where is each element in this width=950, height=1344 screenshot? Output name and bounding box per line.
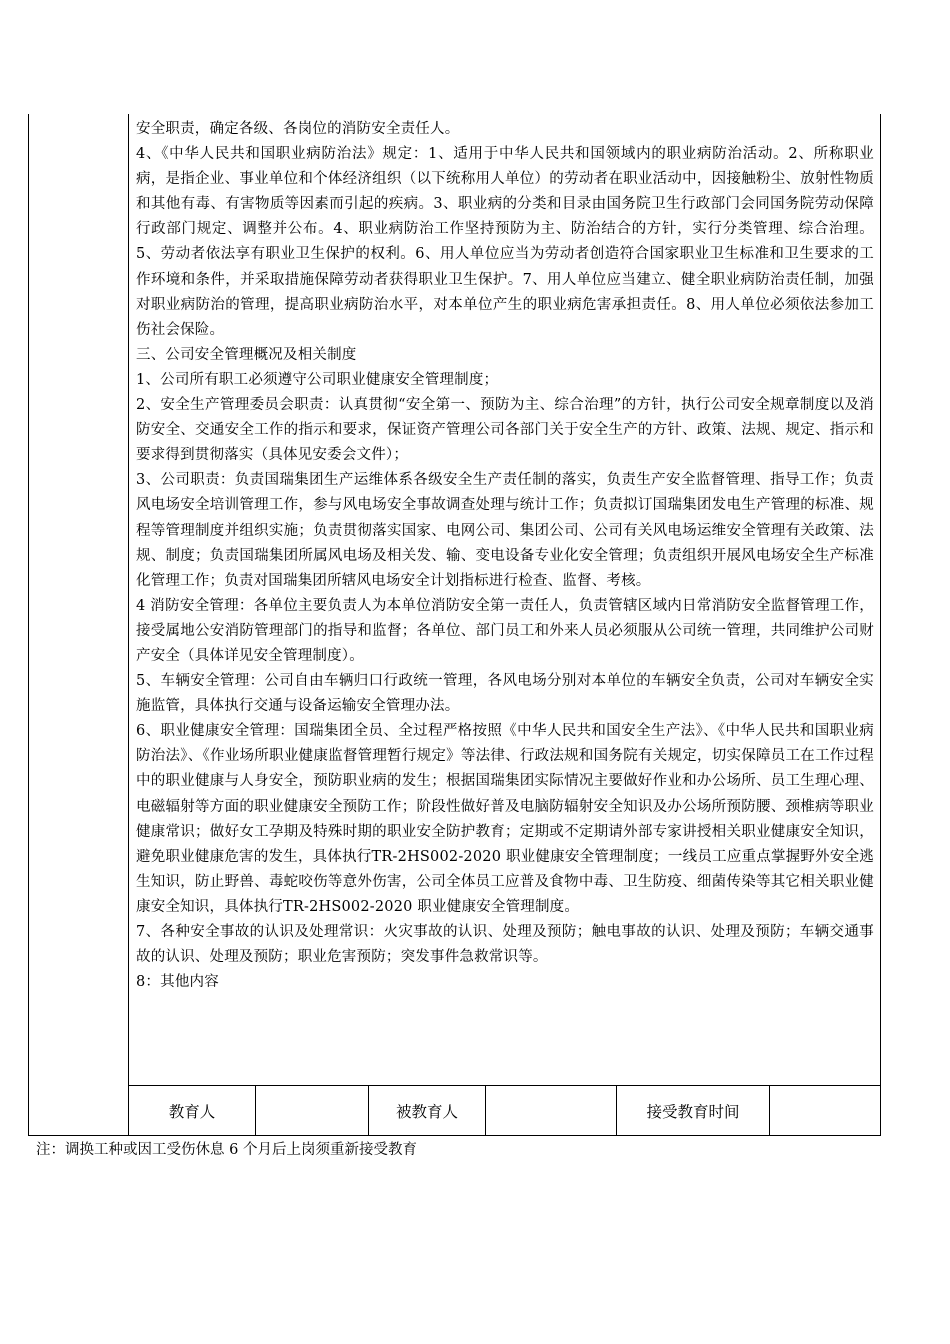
educator-label: 教育人: [129, 1086, 256, 1136]
educatee-label: 被教育人: [369, 1086, 486, 1136]
paragraph: 安全职责，确定各级、各岗位的消防安全责任人。: [136, 121, 460, 137]
education-time-label: 接受教育时间: [617, 1086, 770, 1136]
column-divider: [128, 114, 129, 1136]
paragraph: 4 消防安全管理：各单位主要负责人为本单位消防安全第一责任人，负责管辖区域内日常消防安全监督管理工作，接受属地公安消防管理部门的指导和监督；各单位、部门员工和外来人员必须服从公司统一管理，共同维护公司财产安全（具体详见安全管理制度）。: [136, 597, 874, 664]
educator-field[interactable]: [256, 1086, 369, 1136]
paragraph: 7、各种安全事故的认识及处理常识：火灾事故的认识、处理及预防；触电事故的认识、处理及预防；车辆交通事故的认识、处理及预防；职业危害预防；突发事件急救常识等。: [136, 924, 874, 966]
paragraph: 1、公司所有职工必须遵守公司职业健康安全管理制度；: [136, 371, 499, 388]
paragraph: 4、《中华人民共和国职业病防治法》规定：1、适用于中华人民共和国领域内的职业病防治活动。2、所称职业病，是指企业、事业单位和个体经济组织（以下统称用人单位）的劳动者在职业活动中，因接触粉尘、放射性物质和其他有毒、有害物质等因素而引起的疾病。3、职业病的分类和目录由国务院卫生行政部门会同国务院劳动保障行政部门规定、调整并公布。4、职业病防治工作坚持预防为主、防治结合的方针，实行分类管理、综合治理。5、劳动者依法享有职业卫生保护的权利。6、用人单位应当为劳动者创造符合国家职业卫生标准和卫生要求的工作环境和条件，并采取措施保障劳动者获得职业卫生保护。7、用人单位应当建立、健全职业病防治责任制，加强对职业病防治的管理，提高职业病防治水平，对本单位产生的职业病危害承担责任。8、用人单位必须依法参加工伤社会保险。: [136, 146, 874, 338]
footnote: 注：调换工种或因工受伤休息 6 个月后上岗须重新接受教育: [36, 1142, 417, 1158]
paragraph: 3、公司职责：负责国瑞集团生产运维体系各级安全生产责任制的落实，负责生产安全监督管理、指导工作；负责风电场安全培训管理工作，参与风电场安全事故调查处理与统计工作；负责拟订国瑞集团发电生产管理的标准、规程等管理制度并组织实施；负责贯彻落实国家、电网公司、集团公司、公司有关风电场运维安全管理有关政策、法规、制度；负责国瑞集团所属风电场及相关发、输、变电设备专业化安全管理；负责组织开展风电场安全生产标准化管理工作；负责对国瑞集团所辖风电场安全计划指标进行检查、监督、考核。: [136, 472, 874, 589]
paragraph: 6、职业健康安全管理：国瑞集团全员、全过程严格按照《中华人民共和国安全生产法》、《中华人民共和国职业病防治法》、《作业场所职业健康监督管理暂行规定》等法律、行政法规和国务院有关规定，切实保障员工在工作过程中的职业健康与人身安全，预防职业病的发生；根据国瑞集团实际情况主要做好作业和办公场所、员工生理心理、电磁辐射等方面的职业健康安全预防工作；阶段性做好普及电脑防辐射安全知识及办公场所预防腰、颈椎病等职业健康常识；做好女工孕期及特殊时期的职业安全防护教育；定期或不定期请外部专家讲授相关职业健康安全知识，避免职业健康危害的发生，具体执行TR-2HS002-2020 职业健康安全管理制度；一线员工应重点掌握野外安全逃生知识，防止野兽、毒蛇咬伤等意外伤害，公司全体员工应普及食物中毒、卫生防疫、细菌传染等其它相关职业健康安全知识，具体执行TR-2HS002-2020 职业健康安全管理制度。: [136, 723, 874, 915]
section-heading: 三、公司安全管理概况及相关制度: [136, 346, 357, 363]
education-time-field[interactable]: [770, 1086, 880, 1136]
paragraph: 2、安全生产管理委员会职责：认真贯彻“安全第一、预防为主、综合治理”的方针，执行公司安全规章制度以及消防安全、交通安全工作的指示和要求，保证资产管理公司各部门关于安全生产的方针、政策、法规、规定、指示和要求得到贯彻落实（具体见安委会文件）；: [136, 397, 874, 464]
signature-row: [129, 1085, 880, 1136]
education-content: [136, 117, 874, 995]
educatee-field[interactable]: [486, 1086, 617, 1136]
paragraph: 5、车辆安全管理：公司自由车辆归口行政统一管理，各风电场分别对本单位的车辆安全负责，公司对车辆安全实施监管，具体执行交通与设备运输安全管理办法。: [136, 673, 874, 715]
paragraph: 8：其他内容: [136, 974, 219, 991]
